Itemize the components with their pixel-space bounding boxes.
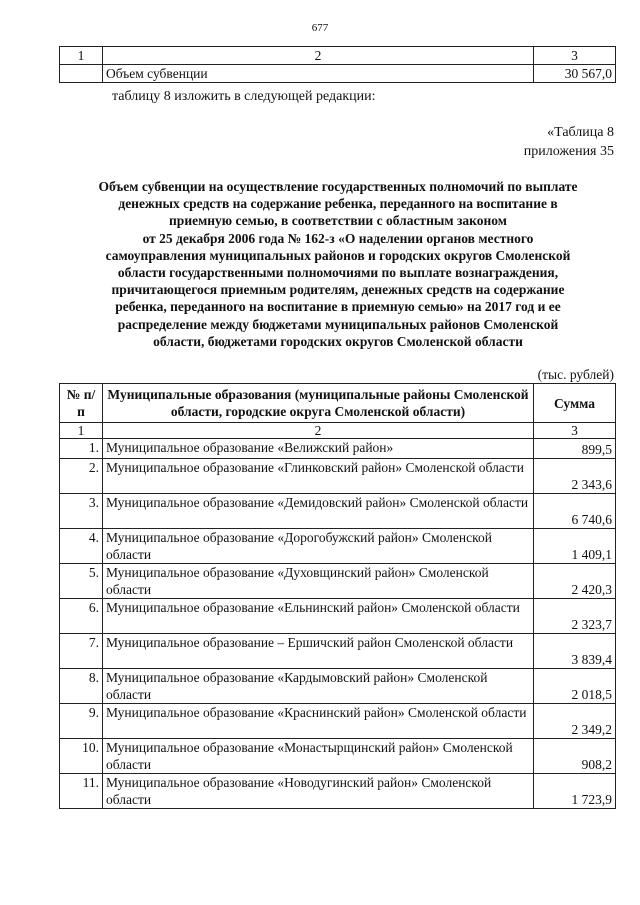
row-number: 1. xyxy=(60,439,103,459)
row-name: Муниципальное образование «Кардымовский район» Смоленской области xyxy=(103,669,534,704)
table-row xyxy=(60,494,616,529)
row-name: Муниципальное образование «Новодугинский район» Смоленской области xyxy=(103,774,534,809)
row-number: 3. xyxy=(60,494,103,529)
header-name: Муниципальные образования (муниципальные районы Смоленской области, городские округа Смоленской области) xyxy=(103,384,534,423)
title-line: самоуправления муниципальных районов и городских округов Смоленской xyxy=(105,247,571,263)
index-cell: 1 xyxy=(60,423,103,439)
table-row xyxy=(60,739,616,774)
index-cell: 2 xyxy=(103,423,534,439)
row-name: Муниципальное образование «Демидовский район» Смоленской области xyxy=(103,494,534,529)
table-row xyxy=(60,634,616,669)
caption-line: «Таблица 8 xyxy=(547,125,614,140)
row-sum: 2 343,6 xyxy=(534,459,616,494)
table-caption xyxy=(524,123,614,161)
row-sum: 2 420,3 xyxy=(534,564,616,599)
document-title xyxy=(62,178,614,350)
title-line: ребенка, переданного на воспитание в приемную семью» на 2017 год и ее xyxy=(115,299,561,315)
header-num: № п/п xyxy=(60,384,103,423)
row-sum: 2 018,5 xyxy=(534,669,616,704)
row-number: 10. xyxy=(60,739,103,774)
row-sum: 899,5 xyxy=(534,439,616,459)
table-row xyxy=(60,599,616,634)
table-row xyxy=(60,459,616,494)
distribution-table xyxy=(59,383,616,809)
row-name: Муниципальное образование «Духовщинский район» Смоленской области xyxy=(103,564,534,599)
row-sum: 6 740,6 xyxy=(534,494,616,529)
title-line: от 25 декабря 2006 года № 162-з «О наделении органов местного xyxy=(142,230,534,246)
top-table-index-cell: 3 xyxy=(534,47,616,65)
row-number: 4. xyxy=(60,529,103,564)
top-table-index-row xyxy=(60,47,616,65)
index-cell: 3 xyxy=(534,423,616,439)
title-line: причитающегося приемным родителям, денежных средств на содержание xyxy=(111,282,565,298)
row-number: 11. xyxy=(60,774,103,809)
row-number: 8. xyxy=(60,669,103,704)
row-name: Муниципальное образование – Ершичский район Смоленской области xyxy=(103,634,534,669)
row-number: 6. xyxy=(60,599,103,634)
table-row xyxy=(60,564,616,599)
instruction-text: таблицу 8 изложить в следующей редакции: xyxy=(112,89,376,104)
title-line: области, бюджетами городских округов Смоленской области xyxy=(153,333,523,349)
row-number: 7. xyxy=(60,634,103,669)
table-row xyxy=(60,669,616,704)
header-sum: Сумма xyxy=(534,384,616,423)
row-name: Муниципальное образование «Глинковский район» Смоленской области xyxy=(103,459,534,494)
row-number: 5. xyxy=(60,564,103,599)
table-row xyxy=(60,529,616,564)
row-name: Муниципальное образование «Велижский район» xyxy=(103,439,534,459)
row-name: Муниципальное образование «Ельнинский район» Смоленской области xyxy=(103,599,534,634)
table-header-row xyxy=(60,384,616,423)
table-row xyxy=(60,774,616,809)
row-sum: 3 839,4 xyxy=(534,634,616,669)
top-table-empty-cell xyxy=(60,65,103,83)
row-number: 9. xyxy=(60,704,103,739)
table-row xyxy=(60,704,616,739)
page-number: 677 xyxy=(311,22,329,34)
row-name: Муниципальное образование «Краснинский район» Смоленской области xyxy=(103,704,534,739)
row-sum: 908,2 xyxy=(534,739,616,774)
row-sum: 1 409,1 xyxy=(534,529,616,564)
table-row xyxy=(60,439,616,459)
table-index-row xyxy=(60,423,616,439)
row-name: Муниципальное образование «Монастырщинский район» Смоленской области xyxy=(103,739,534,774)
subvention-value: 30 567,0 xyxy=(534,65,616,83)
subvention-label: Объем субвенции xyxy=(103,65,534,83)
title-line: денежных средств на содержание ребенка, переданного на воспитание в xyxy=(118,196,558,212)
row-number: 2. xyxy=(60,459,103,494)
title-line: распределение между бюджетами муниципальных районов Смоленской xyxy=(117,316,559,332)
top-table-index-cell: 1 xyxy=(60,47,103,65)
top-table xyxy=(59,46,616,83)
top-table-index-cell: 2 xyxy=(103,47,534,65)
top-table-row xyxy=(60,65,616,83)
units-label: (тыс. рублей) xyxy=(537,367,614,382)
row-sum: 1 723,9 xyxy=(534,774,616,809)
row-sum: 2 323,7 xyxy=(534,599,616,634)
title-line: области государственными полномочиями по выплате вознаграждения, xyxy=(117,265,559,281)
row-sum: 2 349,2 xyxy=(534,704,616,739)
title-line: Объем субвенции на осуществление государственных полномочий по выплате xyxy=(98,179,578,194)
title-line: приемную семью, в соответствии с областным законом xyxy=(169,213,507,229)
caption-line: приложения 35 xyxy=(523,144,614,159)
row-name: Муниципальное образование «Дорогобужский район» Смоленской области xyxy=(103,529,534,564)
